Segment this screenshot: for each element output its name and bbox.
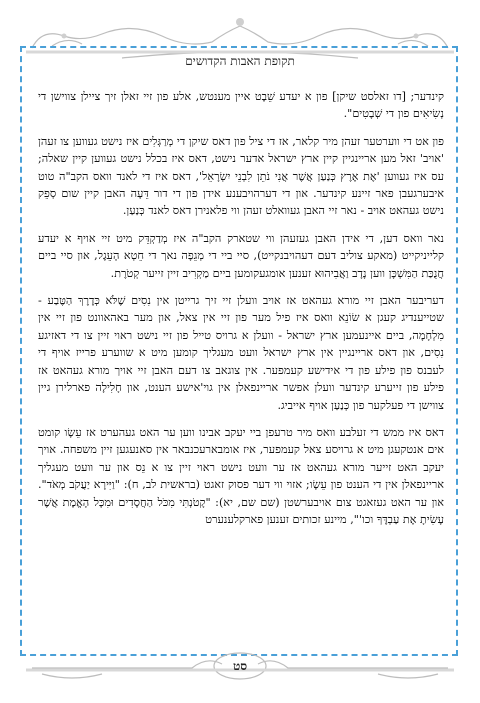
paragraph: קינדער; [דו זאלסט שיקן] פון א יעדע שֵׁבֶט איין מענטש, אלע פון זיי זאלן זיך ציילן צווישן די נְשִׂיאִים פון די שְׁבָטִים". xyxy=(38,90,444,121)
page-frame xyxy=(12,6,468,696)
paragraph: דאס איז ממש די זעלבע וואס מיר טרעפן ביי יעקב אבינו ווען ער האט געהערט אז עֵשָׂו קומט אים אנטקעגן מיט א גרויסע צאל קעמפער, איז אומבארעכנבאר אין סאנעגען זיין משפחה. אויך יעקב האט זייער מורא געהאט אז ער וועט נישט ראוי זיין צו א נֵס און ער וועט מעגליך אריינפאלן אין די הענט פון עֵשָׂו; אזוי ווי דער פסוק זאגט (בראשית לב, ח): "וַיִּירָא יַעֲקֹב מְאֹד". און ער האט געזאגט צום אויבערשטן (שם שם, יא): "קָטֹנְתִּי מִכֹּל הַחֲסָדִים וּמִכָּל הָאֱמֶת אֲשֶׁר עָשִׂיתָ אֶת עַבְדֶּךָ וכו'", מיינע זכותים זענען פארקלענערט xyxy=(38,425,444,526)
page-number: סט xyxy=(232,659,248,673)
body-text xyxy=(38,88,444,538)
paragraph: פון אט די ווערטער זעהן מיר קלאר, אז די ציל פון דאס שיקן די מְרַגְּלִים איז נישט געווען צו זעהן 'אויב' זאל מען אריינגיין קיין ארץ ישראל אדער נישט, דאס איז בכלל נישט געווען קיין שאלה; עס איז געווען 'אֶת אֶרֶץ כְּנַעַן אֲשֶׁר אֲנִי נֹתֵן לִבְנֵי יִשְׂרָאֵל', דאס איז די לאנד וואס הקב"ה טוט איבערגעבן פאר זיינע קינדער. און די דערהויבענע אידן פון די דור דֵּעָה האבן קיין שום סְפֵק נישט געהאט אויב - נאר זיי האבן געוואלט זעהן ווי פלאנירן דאס לאנד כְּנַעַן. xyxy=(38,134,444,218)
running-header-title: תקופת האבות הקדושים xyxy=(185,54,295,68)
paragraph: נאר וואס דען, די אידן האבן געזעהן ווי שטארק הקב"ה איז מְדַקְדֵּק מיט זיי אויף א יעדע קלייניקייט (מאקע צוליב דעם דעהויבנקייט), סיי ביי די מְגֵפָה נאך די חֵטְא הָעֵגֶל, און סיי ביים חֲנֻכַּת הַמִּשְׁכָּן ווען נָדָב וַאֲבִיהוּא זענען אומגעקומען ביים מַקְרִיב זיין זייער קְטֹרֶת. xyxy=(38,231,444,280)
paragraph: דעריבער האבן זיי מורא געהאט אז אויב וועלן זיי זיך גרייטן אין נִסִים שֶׁלֹּא כְּדֶרֶךְ הַטֶּבַע - שטייענדיג קעגן א שׂוֹנֵא וואס איז פיל מער פון זיי אין צאל, און מער באהאוונט פון זיי אין מִלְחָמָה, ביים איינעמען ארץ ישראל - וועלן א גרויס טייל פון זיי נישט ראוי זיין צו די דאזיגע נִסִים, און דאס אריינגיין אין ארץ ישראל וועט מעגליך קומען מיט א שווערע פרייז אויף די לעבנס פון פילע פון די אידישע קעמפער. אין צוגאב צו דעם האבן זיי אויך מורא געהאט אז פילע פון זייערע קינדער וועלן אפשר אריינפאלן אין גוי'אישע הענט, און חָלִילָה פארלירן גיין צווישן די פעלקער פון כְּנַעַן אויף אייביג. xyxy=(38,294,444,412)
